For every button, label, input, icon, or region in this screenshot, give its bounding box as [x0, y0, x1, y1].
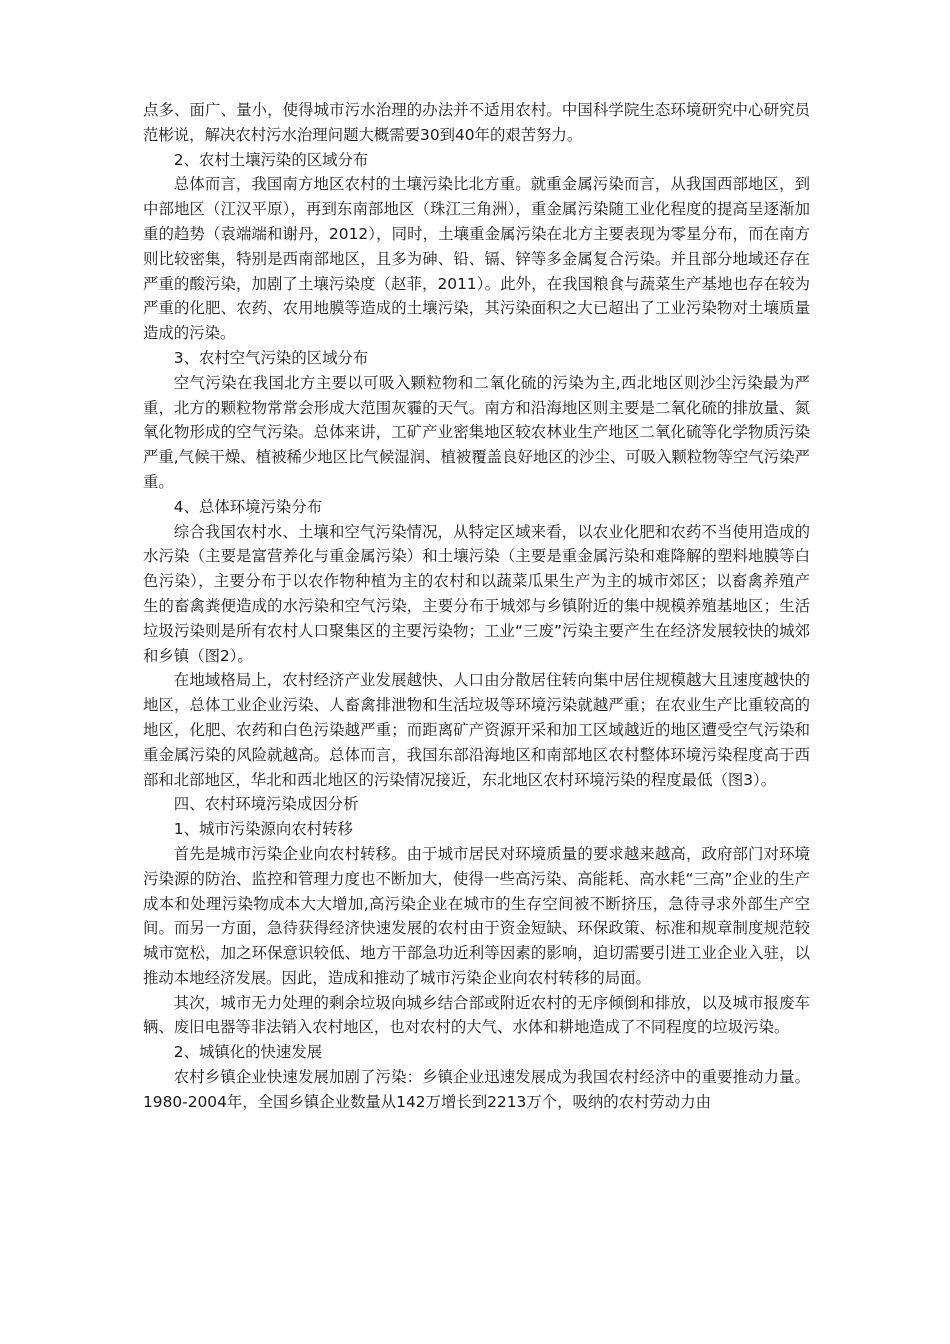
body-paragraph: 在地域格局上，农村经济产业发展越快、人口由分散居住转向集中居住规模越大且速度越快的地区，总体工业企业污染、人畜禽排泄物和生活垃圾等环境污染就越严重；在农业生产比重较高的地区，化肥、农药和白色污染越严重；而距离矿产资源开采和加工区域越近的地区遭受空气污染和重金属污染的风险就越高。总体而言，我国东部沿海地区和南部地区农村整体环境污染程度高于西部和北部地区，华北和西北地区的污染情况接近，东北地区农村环境污染的程度最低（图3）。	[143, 671, 810, 789]
chapter-heading-causes: 四、农村环境污染成因分析	[173, 795, 359, 814]
body-paragraph: 综合我国农村水、土壤和空气污染情况，从特定区域来看，以农业化肥和农药不当使用造成的水污染（主要是富营养化与重金属污染）和土壤污染（主要是重金属污染和难降解的塑料地膜等白色污染），主要分布于以农作物种植为主的农村和以蔬菜瓜果生产为主的城市郊区；以畜禽养殖产生的畜禽粪便造成的水污染和空气污染，主要分布于城郊与乡镇附近的集中规模养殖基地区；生活垃圾污染则是所有农村人口聚集区的主要污染物；工业“三废”污染主要产生在经济发展较快的城郊和乡镇（图2）。	[143, 522, 810, 665]
section-heading-urbanization: 2、城镇化的快速发展	[173, 1043, 323, 1062]
section-heading-overall: 4、总体环境污染分布	[173, 497, 323, 516]
body-paragraph: 空气污染在我国北方主要以可吸入颗粒物和二氧化硫的污染为主,西北地区则沙尘污染最为严重，北方的颗粒物常常会形成大范围灰霾的天气。南方和沿海地区则主要是二氧化硫的排放量、氮氧化物形成的空气污染。总体来讲，工矿产业密集地区较农林业生产地区二氧化硫等化学物质污染严重,气候干燥、植被稀少地区比气候湿润、植被覆盖良好地区的沙尘、可吸入颗粒物等空气污染严重。	[143, 373, 810, 491]
body-paragraph: 首先是城市污染企业向农村转移。由于城市居民对环境质量的要求越来越高，政府部门对环境污染源的防治、监控和管理力度也不断加大，使得一些高污染、高能耗、高水耗“三高”企业的生产成本和处理污染物成本大大增加,高污染企业在城市的生存空间被不断挤压，急待寻求外部生产空间。而另一方面，急待获得经济快速发展的农村由于资金短缺、环保政策、标准和规章制度规范较城市宽松，加之环保意识较低、地方干部急功近利等因素的影响，迫切需要引进工业企业入驻，以推动本地经济发展。因此，造成和推动了城市污染企业向农村转移的局面。	[143, 844, 810, 987]
body-paragraph: 农村乡镇企业快速发展加剧了污染：乡镇企业迅速发展成为我国农村经济中的重要推动力量。1980-2004年，全国乡镇企业数量从142万增长到2213万个，吸纳的农村劳动力由	[143, 1068, 810, 1111]
document-page	[143, 98, 810, 1115]
body-paragraph: 点多、面广、量小，使得城市污水治理的办法并不适用农村。中国科学院生态环境研究中心研究员范彬说，解决农村污水治理问题大概需要30到40年的艰苦努力。	[143, 101, 810, 144]
section-heading-air: 3、农村空气污染的区域分布	[173, 348, 369, 367]
section-heading-soil: 2、农村土壤污染的区域分布	[173, 150, 369, 169]
body-paragraph: 总体而言，我国南方地区农村的土壤污染比北方重。就重金属污染而言，从我国西部地区，到中部地区（江汉平原），再到东南部地区（珠江三角洲），重金属污染随工业化程度的提高呈逐渐加重的趋势（袁端端和谢丹，2012），同时，土壤重金属污染在北方主要表现为零星分布，而在南方则比较密集，特别是西南部地区，且多为砷、铅、镉、锌等多金属复合污染。并且部分地域还存在严重的酸污染，加剧了土壤污染度（赵菲，2011）。此外，在我国粮食与蔬菜生产基地也存在较为严重的化肥、农药、农用地膜等造成的土壤污染，其污染面积之大已超出了工业污染物对土壤质量造成的污染。	[143, 175, 810, 343]
section-heading-urban-transfer: 1、城市污染源向农村转移	[173, 820, 353, 839]
body-paragraph: 其次，城市无力处理的剩余垃圾向城乡结合部或附近农村的无序倾倒和排放，以及城市报废车辆、废旧电器等非法销入农村地区，也对农村的大气、水体和耕地造成了不同程度的垃圾污染。	[143, 993, 810, 1037]
